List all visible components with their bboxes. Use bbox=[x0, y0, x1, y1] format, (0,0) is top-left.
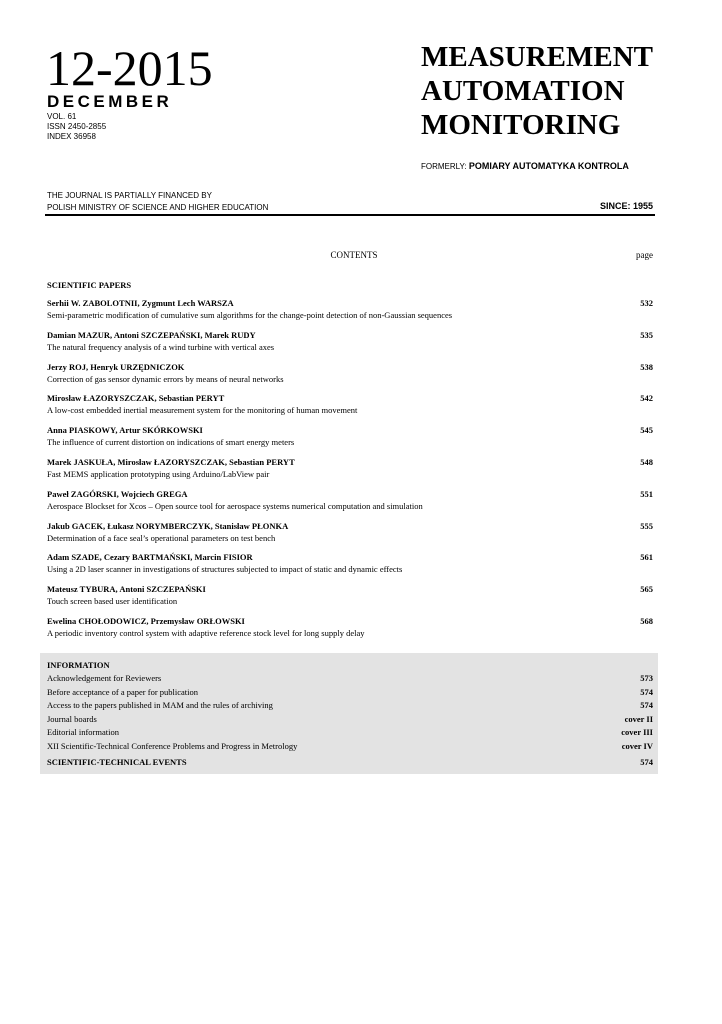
financing-note bbox=[47, 190, 268, 214]
information-item-page: cover III bbox=[621, 727, 653, 737]
contents-entry[interactable] bbox=[47, 329, 653, 361]
information-item-page: 573 bbox=[640, 673, 653, 683]
entry-authors: Jerzy ROJ, Henryk URZĘDNICZOK bbox=[47, 361, 185, 372]
entry-page: 542 bbox=[640, 393, 653, 404]
entry-authors: Jakub GACEK, Łukasz NORYMBERCZYK, Stanisław PŁONKA bbox=[47, 520, 289, 531]
entry-title: Determination of a face seal’s operational parameters on test bench bbox=[47, 532, 276, 543]
page-column-label: page bbox=[636, 250, 653, 260]
entry-title: Aerospace Blockset for Xcos – Open source tool for aerospace systems numerical computation and simulation bbox=[47, 500, 423, 511]
entry-page: 532 bbox=[640, 298, 653, 308]
information-item-label: Before acceptance of a paper for publication bbox=[47, 686, 199, 697]
contents-entry[interactable] bbox=[47, 297, 653, 329]
entry-title: A low-cost embedded inertial measurement system for the monitoring of human movement bbox=[47, 405, 358, 416]
contents-list bbox=[47, 297, 653, 647]
contents-entry[interactable] bbox=[47, 551, 653, 583]
issue-month: DECEMBER bbox=[47, 92, 173, 111]
entry-authors: Anna PIASKOWY, Artur SKÓRKOWSKI bbox=[47, 425, 203, 436]
journal-title-line: AUTOMATION bbox=[421, 75, 625, 107]
entry-title: Touch screen based user identification bbox=[47, 596, 178, 607]
information-item-label: Editorial information bbox=[47, 727, 119, 737]
entry-authors: Ewelina CHOŁODOWICZ, Przemysław ORŁOWSKI bbox=[47, 615, 245, 626]
journal-title-line: MEASUREMENT bbox=[421, 41, 654, 73]
entry-title: The natural frequency analysis of a wind turbine with vertical axes bbox=[47, 341, 275, 352]
events-page: 574 bbox=[640, 757, 653, 767]
entry-authors: Serhii W. ZABOLOTNII, Zygmunt Lech WARSZA bbox=[47, 298, 234, 308]
journal-title-line: MONITORING bbox=[421, 109, 621, 141]
entry-page: 538 bbox=[640, 361, 653, 372]
entry-title: Correction of gas sensor dynamic errors by means of neural networks bbox=[47, 373, 284, 384]
information-box bbox=[40, 653, 658, 774]
contents-entry[interactable] bbox=[47, 488, 653, 520]
contents-entry[interactable] bbox=[47, 456, 653, 488]
volume: VOL. 61 bbox=[47, 112, 77, 121]
entry-page: 561 bbox=[640, 552, 653, 563]
financing-line: POLISH MINISTRY OF SCIENCE AND HIGHER EDUCATION bbox=[47, 203, 269, 212]
entry-page: 548 bbox=[640, 456, 653, 467]
entry-title: The influence of current distortion on indications of smart energy meters bbox=[47, 437, 295, 448]
contents-entry[interactable] bbox=[47, 583, 653, 615]
financing-line: THE JOURNAL IS PARTIALLY FINANCED BY bbox=[47, 191, 212, 200]
entry-page: 568 bbox=[640, 615, 653, 626]
information-item-page: cover II bbox=[624, 713, 653, 724]
formerly-name bbox=[421, 161, 629, 171]
entry-title: Fast MEMS application prototyping using Arduino/LabView pair bbox=[47, 468, 270, 479]
entry-authors: Mirosław ŁAZORYSZCZAK, Sebastian PERYT bbox=[47, 393, 225, 404]
formerly-title: POMIARY AUTOMATYKA KONTROLA bbox=[468, 161, 629, 171]
contents-heading: CONTENTS bbox=[330, 250, 378, 260]
contents-entry[interactable] bbox=[47, 361, 653, 393]
entry-authors: Paweł ZAGÓRSKI, Wojciech GREGA bbox=[47, 488, 188, 499]
information-item[interactable] bbox=[47, 699, 653, 713]
entry-title: Semi-parametric modification of cumulative sum algorithms for the change-point detection of non-Gaussian sequences bbox=[47, 310, 453, 320]
issn: ISSN 2450-2855 bbox=[47, 122, 107, 131]
entry-page: 565 bbox=[640, 584, 653, 595]
entry-authors: Marek JASKUŁA, Mirosław ŁAZORYSZCZAK, Sebastian PERYT bbox=[47, 456, 295, 467]
contents-entry[interactable] bbox=[47, 520, 653, 552]
entry-page: 551 bbox=[640, 488, 653, 499]
entry-title: A periodic inventory control system with adaptive reference stock level for long supply delay bbox=[47, 627, 365, 638]
journal-title bbox=[421, 40, 653, 142]
information-title: INFORMATION bbox=[47, 660, 110, 670]
contents-entry[interactable] bbox=[47, 392, 653, 424]
information-item-label: XII Scientific-Technical Conference Problems and Progress in Metrology bbox=[47, 740, 298, 751]
information-item-label: Journal boards bbox=[47, 713, 97, 724]
entry-authors: Adam SZADE, Cezary BARTMAŃSKI, Marcin FISIOR bbox=[47, 552, 253, 563]
contents-entry[interactable] bbox=[47, 424, 653, 456]
information-item[interactable] bbox=[47, 740, 653, 754]
contents-entry[interactable] bbox=[47, 615, 653, 647]
section-title: SCIENTIFIC PAPERS bbox=[47, 280, 132, 290]
header-divider bbox=[45, 214, 655, 216]
entry-authors: Mateusz TYBURA, Antoni SZCZEPAŃSKI bbox=[47, 584, 206, 595]
issue-number: 12-2015 bbox=[46, 40, 213, 96]
information-item[interactable] bbox=[47, 713, 653, 727]
information-item[interactable] bbox=[47, 672, 653, 686]
information-list bbox=[47, 672, 653, 753]
information-item-page: 574 bbox=[640, 700, 653, 710]
events-label: SCIENTIFIC-TECHNICAL EVENTS bbox=[47, 757, 187, 767]
index-number: INDEX 36958 bbox=[47, 132, 96, 141]
information-item-label: Acknowledgement for Reviewers bbox=[47, 673, 162, 683]
information-item[interactable] bbox=[47, 726, 653, 740]
entry-page: 545 bbox=[640, 425, 653, 436]
entry-page: 555 bbox=[640, 520, 653, 531]
information-item-page: 574 bbox=[640, 686, 653, 697]
events-row[interactable] bbox=[47, 757, 653, 767]
information-item[interactable] bbox=[47, 686, 653, 700]
formerly-label: FORMERLY: bbox=[421, 162, 467, 171]
since-year: SINCE: 1955 bbox=[599, 201, 653, 211]
entry-authors: Damian MAZUR, Antoni SZCZEPAŃSKI, Marek RUDY bbox=[47, 329, 256, 340]
information-item-label: Access to the papers published in MAM and the rules of archiving bbox=[47, 700, 273, 710]
information-item-page: cover IV bbox=[621, 740, 653, 751]
entry-page: 535 bbox=[640, 329, 653, 340]
entry-title: Using a 2D laser scanner in investigations of structures subjected to impact of static and dynamic effects bbox=[47, 564, 403, 575]
